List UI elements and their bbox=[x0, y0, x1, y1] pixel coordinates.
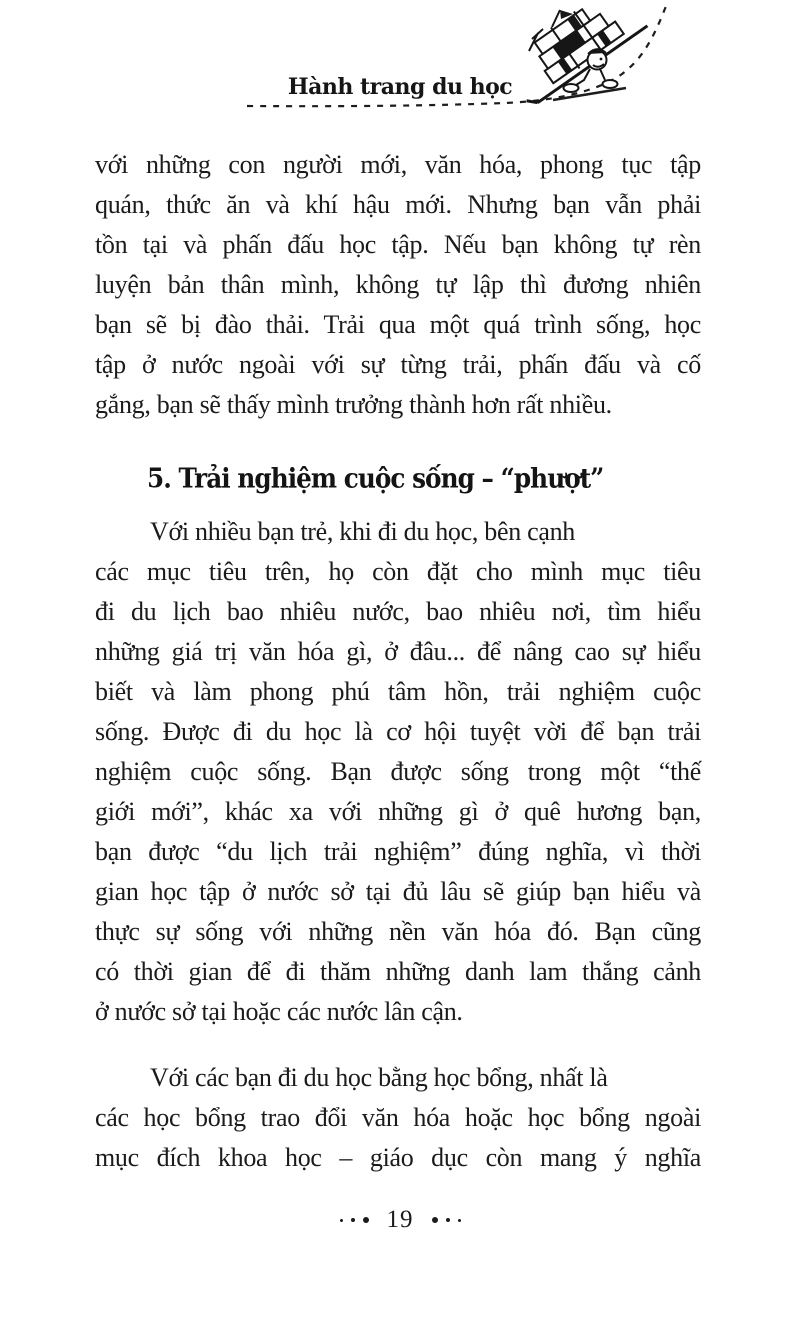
ornament-dot bbox=[458, 1219, 461, 1222]
paragraph-3 bbox=[95, 1058, 701, 1178]
text-body bbox=[95, 145, 701, 1178]
text-line: ở nước sở tại hoặc các nước lân cận. bbox=[95, 997, 463, 1026]
ornament-dot bbox=[432, 1217, 438, 1223]
header-decoration bbox=[0, 0, 800, 140]
ornament-dot bbox=[351, 1218, 355, 1222]
text-line: sống. Được đi du học là cơ hội tuyệt vời để bạn trải bbox=[95, 717, 701, 746]
page-footer bbox=[0, 1198, 800, 1242]
text-line: những giá trị văn hóa gì, ở đâu... để nâng cao sự hiểu bbox=[95, 637, 701, 666]
text-line: các học bổng trao đổi văn hóa hoặc học bổng ngoài bbox=[95, 1103, 701, 1132]
text-line: các mục tiêu trên, họ còn đặt cho mình mục tiêu bbox=[95, 557, 701, 586]
text-line: mục đích khoa học – giáo dục còn mang ý nghĩa bbox=[95, 1143, 701, 1172]
text-line: luyện bản thân mình, không tự lập thì đương nhiên bbox=[95, 270, 701, 299]
text-line: biết và làm phong phú tâm hồn, trải nghiệm cuộc bbox=[95, 677, 701, 706]
text-line: bạn được “du lịch trải nghiệm” đúng nghĩa, vì thời bbox=[95, 837, 701, 866]
text-line: quán, thức ăn và khí hậu mới. Nhưng bạn vẫn phải bbox=[95, 190, 701, 219]
text-line: đi du lịch bao nhiêu nước, bao nhiêu nơi, tìm hiểu bbox=[95, 597, 701, 626]
ornament-dot bbox=[340, 1219, 343, 1222]
text-line: với những con người mới, văn hóa, phong tục tập bbox=[95, 150, 701, 179]
section-heading: 5. Trải nghiệm cuộc sống – “phượt” bbox=[147, 463, 604, 495]
text-line: Với nhiều bạn trẻ, khi đi du học, bên cạnh bbox=[150, 517, 575, 546]
page-number: 19 bbox=[386, 1206, 414, 1233]
text-line: gắng, bạn sẽ thấy mình trưởng thành hơn rất nhiều. bbox=[95, 390, 612, 419]
ornament-dot bbox=[446, 1218, 450, 1222]
text-line: tồn tại và phấn đấu học tập. Nếu bạn không tự rèn bbox=[95, 230, 701, 259]
paragraph-1 bbox=[95, 145, 701, 425]
running-header-title: Hành trang du học bbox=[287, 74, 513, 100]
ornament-dot bbox=[363, 1217, 369, 1223]
text-line: bạn sẽ bị đào thải. Trải qua một quá trình sống, học bbox=[95, 310, 701, 339]
text-line: tập ở nước ngoài với sự từng trải, phấn đấu và cố bbox=[95, 350, 701, 379]
text-line: giới mới”, khác xa với những gì ở quê hương bạn, bbox=[95, 797, 701, 826]
text-line: có thời gian để đi thăm những danh lam thắng cảnh bbox=[95, 957, 701, 986]
text-line: thực sự sống với những nền văn hóa đó. Bạn cũng bbox=[95, 917, 701, 946]
text-line: gian học tập ở nước sở tại đủ lâu sẽ giúp bạn hiểu và bbox=[95, 877, 701, 906]
text-line: nghiệm cuộc sống. Bạn được sống trong một “thế bbox=[95, 757, 701, 786]
text-line: Với các bạn đi du học bằng học bổng, nhất là bbox=[150, 1063, 608, 1092]
paragraph-2 bbox=[95, 512, 701, 1032]
